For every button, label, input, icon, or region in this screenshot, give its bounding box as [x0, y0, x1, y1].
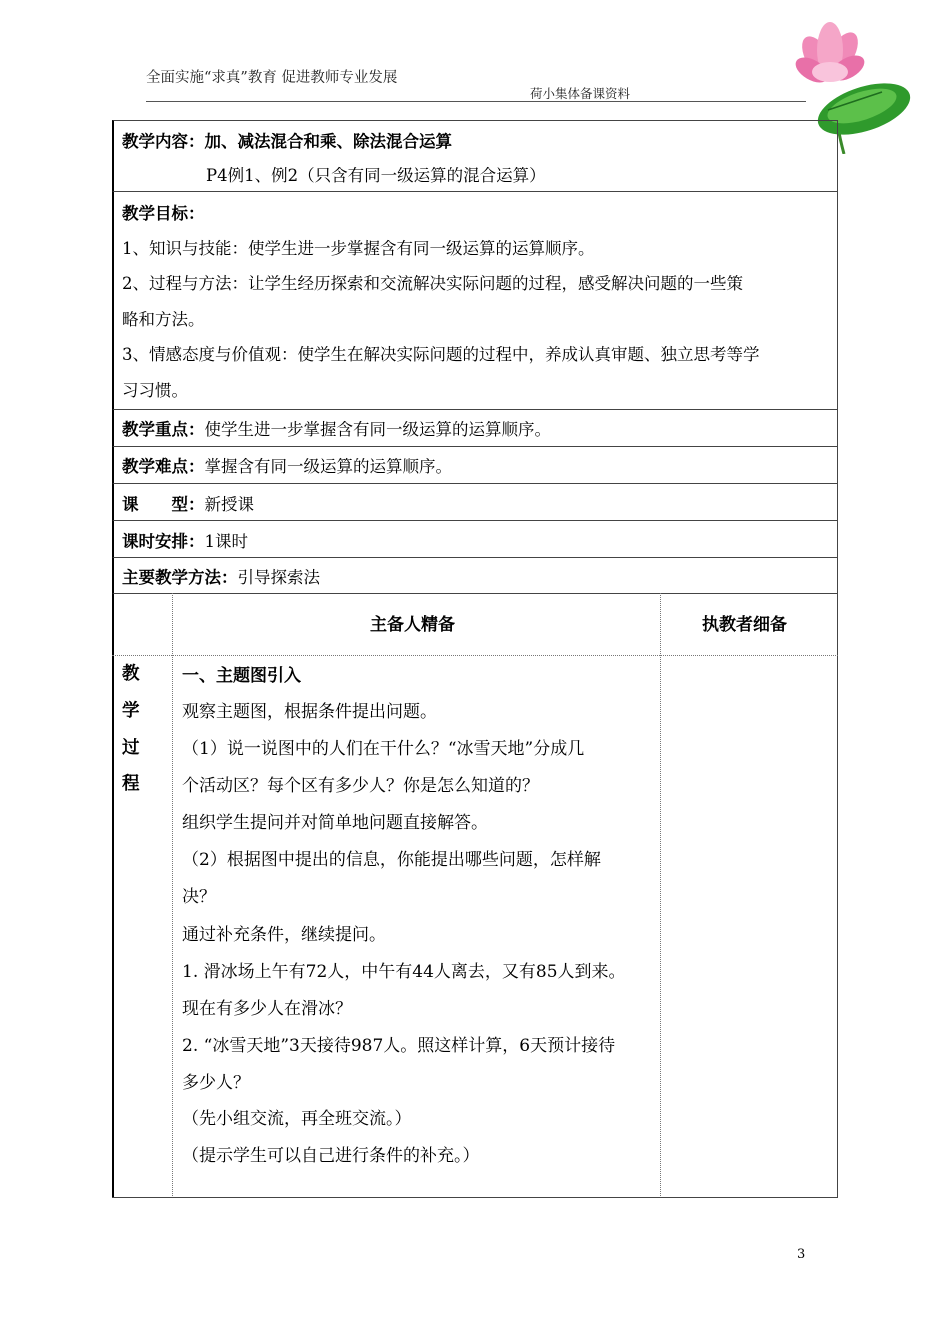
header-row-divider	[112, 655, 838, 656]
method-label: 主要教学方法：	[122, 568, 238, 587]
difficulty-text: 掌握含有同一级运算的运算顺序。	[204, 457, 452, 476]
content-label: 教学内容：	[122, 132, 205, 151]
key-point-text: 使学生进一步掌握含有同一级运算的运算顺序。	[204, 420, 551, 439]
content-row	[112, 120, 838, 191]
col-divider-right	[660, 593, 661, 1198]
method-text: 引导探索法	[237, 568, 320, 587]
process-heading: 一、主题图引入	[182, 666, 301, 686]
objectives-label: 教学目标：	[122, 204, 205, 223]
schedule-label: 课时安排：	[122, 532, 205, 551]
objective-line-3: 略和方法。	[122, 310, 205, 329]
side-label-char-4: 程	[122, 774, 140, 794]
header-slogan: 全面实施“求真”教育 促进教师专业发展	[146, 70, 398, 86]
schedule-text: 1课时	[204, 532, 248, 551]
process-line-13: （提示学生可以自己进行条件的补充。）	[182, 1146, 480, 1166]
lesson-type-row	[112, 483, 838, 520]
header-group: 荷小集体备课资料	[530, 86, 631, 101]
lesson-type-text: 新授课	[204, 495, 254, 514]
objective-line-2: 2、过程与方法：让学生经历探索和交流解决实际问题的过程，感受解决问题的一些策	[122, 274, 743, 293]
difficulty-label: 教学难点：	[122, 457, 205, 476]
objective-line-5: 习习惯。	[122, 381, 188, 400]
content-subtitle: P4例1、例2（只含有同一级运算的混合运算）	[206, 166, 546, 185]
col-divider-left	[172, 593, 173, 1198]
side-label-char-2: 学	[122, 701, 140, 721]
column-header-main: 主备人精备	[370, 615, 455, 635]
process-line-3: 个活动区？每个区有多少人？你是怎么知道的？	[182, 776, 539, 796]
process-line-9: 现在有多少人在滑冰？	[182, 999, 352, 1019]
process-line-1: 观察主题图，根据条件提出问题。	[182, 702, 437, 722]
process-line-7: 通过补充条件，继续提问。	[182, 925, 386, 945]
difficulty-row	[112, 446, 838, 483]
process-line-2: （1）说一说图中的人们在干什么？“冰雪天地”分成几	[182, 739, 585, 759]
process-line-6: 决？	[182, 887, 216, 907]
lesson-type-label: 课 型：	[122, 495, 205, 514]
process-line-12: （先小组交流，再全班交流。）	[182, 1109, 412, 1129]
header-divider	[146, 101, 806, 102]
objective-line-1: 1、知识与技能：使学生进一步掌握含有同一级运算的运算顺序。	[122, 239, 595, 258]
content-title: 加、减法混合和乘、除法混合运算	[204, 132, 452, 151]
method-row	[112, 557, 838, 593]
table-bottom-border	[112, 1197, 838, 1198]
key-point-label: 教学重点：	[122, 420, 205, 439]
process-line-11: 多少人？	[182, 1073, 250, 1093]
schedule-row	[112, 520, 838, 557]
process-line-10: 2. “冰雪天地”3天接待987人。照这样计算，6天预计接待	[182, 1036, 616, 1056]
column-header-teacher: 执教者细备	[702, 615, 787, 635]
objective-line-4: 3、情感态度与价值观：使学生在解决实际问题的过程中，养成认真审题、独立思考等学	[122, 345, 760, 364]
side-label-char-3: 过	[122, 738, 140, 758]
process-line-8: 1. 滑冰场上午有72人，中午有44人离去，又有85人到来。	[182, 962, 626, 982]
objectives-row	[112, 191, 838, 409]
page-number: 3	[797, 1247, 806, 1262]
key-point-row	[112, 409, 838, 446]
process-line-5: （2）根据图中提出的信息，你能提出哪些问题，怎样解	[182, 850, 601, 870]
side-label-char-1: 教	[122, 664, 140, 684]
process-line-4: 组织学生提问并对简单地问题直接解答。	[182, 813, 488, 833]
